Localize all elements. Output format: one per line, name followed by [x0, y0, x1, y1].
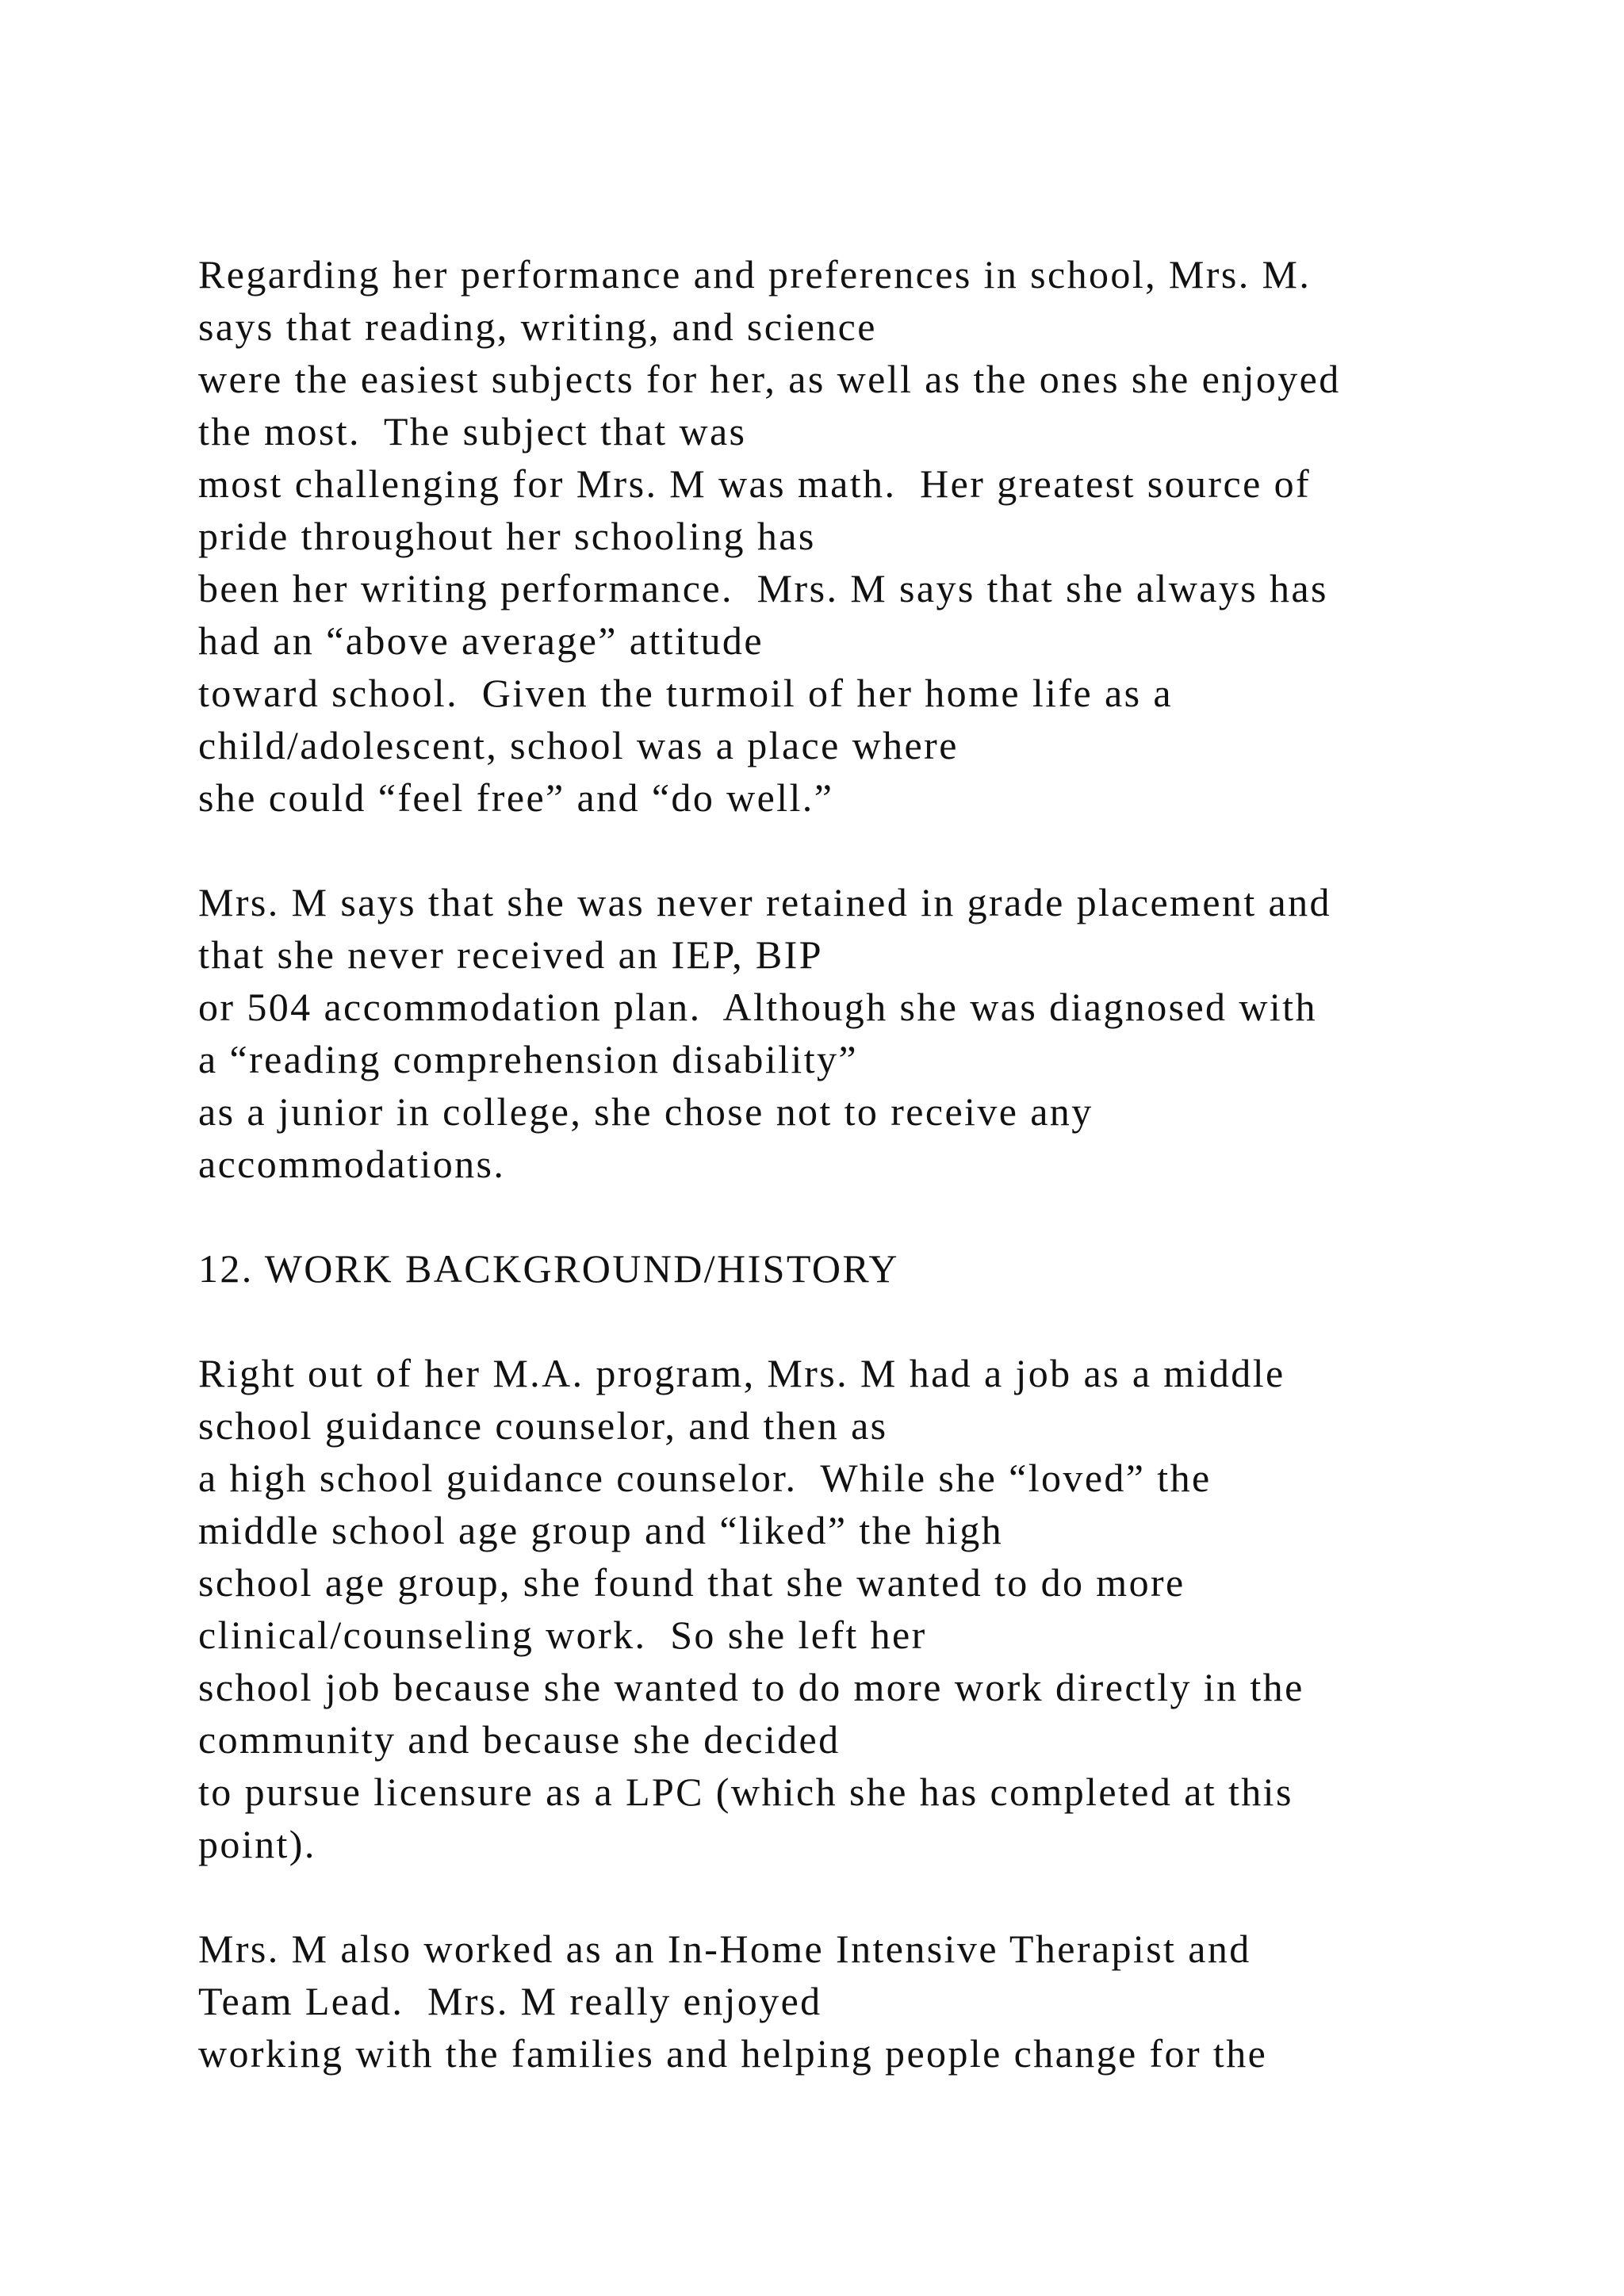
text-line: as a junior in college, she chose not to receive any	[198, 1089, 1094, 1134]
document-body	[198, 248, 1594, 2080]
text-line: working with the families and helping people change for the	[198, 2031, 1268, 2076]
text-line: had an “above average” attitude	[198, 618, 764, 663]
text-line: community and because she decided	[198, 1717, 841, 1762]
text-line: the most. The subject that was	[198, 409, 747, 453]
text-line: been her writing performance. Mrs. M says that she always has	[198, 566, 1328, 610]
text-line: or 504 accommodation plan. Although she was diagnosed with	[198, 985, 1317, 1029]
text-line: to pursue licensure as a LPC (which she has completed at this	[198, 1770, 1293, 1814]
paragraph-spacer	[198, 1190, 1594, 1242]
text-line: clinical/counseling work. So she left her	[198, 1613, 927, 1657]
text-line: says that reading, writing, and science	[198, 304, 877, 349]
text-line: Regarding her performance and preferences in school, Mrs. M.	[198, 252, 1312, 297]
text-line: middle school age group and “liked” the high	[198, 1508, 1004, 1552]
text-line: a high school guidance counselor. While she “loved” the	[198, 1456, 1212, 1500]
text-line: Mrs. M says that she was never retained in grade placement and	[198, 880, 1331, 924]
text-line: most challenging for Mrs. M was math. Her greatest source of	[198, 461, 1312, 506]
paragraph-accommodations	[198, 876, 1594, 1190]
text-line: were the easiest subjects for her, as well as the ones she enjoyed	[198, 357, 1341, 401]
text-line: toward school. Given the turmoil of her home life as a	[198, 671, 1173, 715]
text-line: school age group, she found that she wanted to do more	[198, 1560, 1185, 1605]
paragraph-spacer	[198, 1295, 1594, 1347]
paragraph-spacer	[198, 1870, 1594, 1923]
paragraph-work-history	[198, 1347, 1594, 1870]
text-line: Team Lead. Mrs. M really enjoyed	[198, 1979, 822, 2023]
text-line: she could “feel free” and “do well.”	[198, 775, 834, 820]
text-line: point).	[198, 1822, 316, 1866]
text-line: Right out of her M.A. program, Mrs. M had a job as a middle	[198, 1351, 1285, 1395]
paragraph-spacer	[198, 824, 1594, 876]
text-line: child/adolescent, school was a place where	[198, 723, 959, 767]
text-line: school job because she wanted to do more work directly in the	[198, 1665, 1304, 1709]
text-line: a “reading comprehension disability”	[198, 1037, 858, 1081]
section-heading: 12. WORK BACKGROUND/HISTORY	[198, 1246, 899, 1291]
text-line: school guidance counselor, and then as	[198, 1403, 888, 1448]
text-line: pride throughout her schooling has	[198, 514, 816, 558]
text-line: that she never received an IEP, BIP	[198, 932, 823, 977]
text-line: Mrs. M also worked as an In-Home Intensive Therapist and	[198, 1927, 1251, 1971]
text-line: accommodations.	[198, 1142, 506, 1186]
paragraph-school-performance	[198, 248, 1594, 824]
paragraph-in-home-therapist	[198, 1923, 1594, 2080]
